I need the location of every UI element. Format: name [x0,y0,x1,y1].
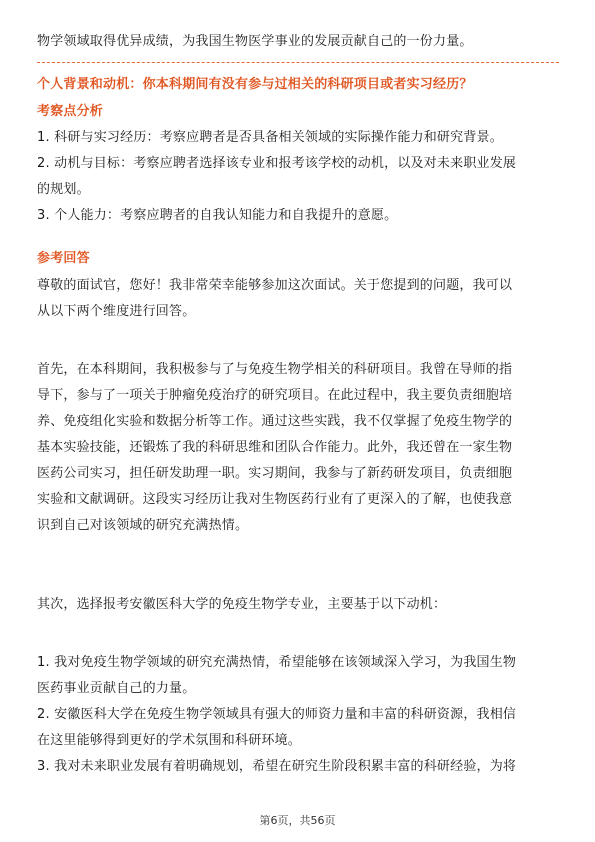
paragraph-line: 医药公司实习，担任研发助理一职。实习期间，我参与了新药研发项目，负责细胞 [37,466,513,481]
analysis-list [37,125,516,229]
paragraph-line: 1. 我对免疫生物学领域的研究充满热情，希望能够在该领域深入学习，为我国生物 [37,655,517,670]
paragraph-line: 在这里能够得到更好的学术氛围和科研环境。 [37,733,302,748]
paragraph-line: 医药事业贡献自己的力量。 [37,681,196,696]
question-heading: 个人背景和动机：你本科期间有没有参与过相关的科研项目或者实习经历？ [37,77,473,92]
answer-paragraph-4 [37,650,516,780]
paragraph-line: 识到自己对该领域的研究充满热情。 [37,518,249,533]
answer-paragraph-1 [37,273,512,325]
section-divider [37,62,559,63]
answer-label: 参考回答 [37,251,90,266]
analysis-line: 的规划。 [37,182,90,197]
page-number-footer: 第6页，共56页 [259,814,336,827]
analysis-line: 1. 科研与实习经历：考察应聘者是否具备相关领域的实际操作能力和研究背景。 [37,130,503,145]
paragraph-line: 从以下两个维度进行回答。 [37,304,196,319]
paragraph-line: 尊敬的面试官，您好！我非常荣幸能够参加这次面试。关于您提到的问题，我可以 [37,278,513,293]
answer-paragraph-3 [37,592,446,618]
paragraph-line: 其次，选择报考安徽医科大学的免疫生物学专业，主要基于以下动机： [37,597,447,612]
paragraph-line: 基本实验技能，还锻炼了我的科研思维和团队合作能力。此外，我还曾在一家生物 [37,440,513,455]
analysis-line: 3. 个人能力：考察应聘者的自我认知能力和自我提升的意愿。 [37,208,398,223]
analysis-line: 2. 动机与目标：考察应聘者选择该专业和报考该学校的动机，以及对未来职业发展 [37,156,517,171]
paragraph-line: 首先，在本科期间，我积极参与了与免疫生物学相关的科研项目。我曾在导师的指 [37,362,513,377]
paragraph-line: 2. 安徽医科大学在免疫生物学领域具有强大的师资力量和丰富的科研资源，我相信 [37,707,517,722]
paragraph-line: 实验和文献调研。这段实习经历让我对生物医药行业有了更深入的了解，也使我意 [37,492,513,507]
paragraph-line: 3. 我对未来职业发展有着明确规划，希望在研究生阶段积累丰富的科研经验，为将 [37,759,517,774]
analysis-label: 考察点分析 [37,104,104,119]
paragraph-line: 养、免疫组化实验和数据分析等工作。通过这些实践，我不仅掌握了免疫生物学的 [37,414,513,429]
intro-tail-text: 物学领域取得优异成绩，为我国生物医学事业的发展贡献自己的一份力量。 [37,34,473,49]
paragraph-line: 导下，参与了一项关于肿瘤免疫治疗的研究项目。在此过程中，我主要负责细胞培 [37,388,513,403]
answer-paragraph-2 [37,357,512,539]
